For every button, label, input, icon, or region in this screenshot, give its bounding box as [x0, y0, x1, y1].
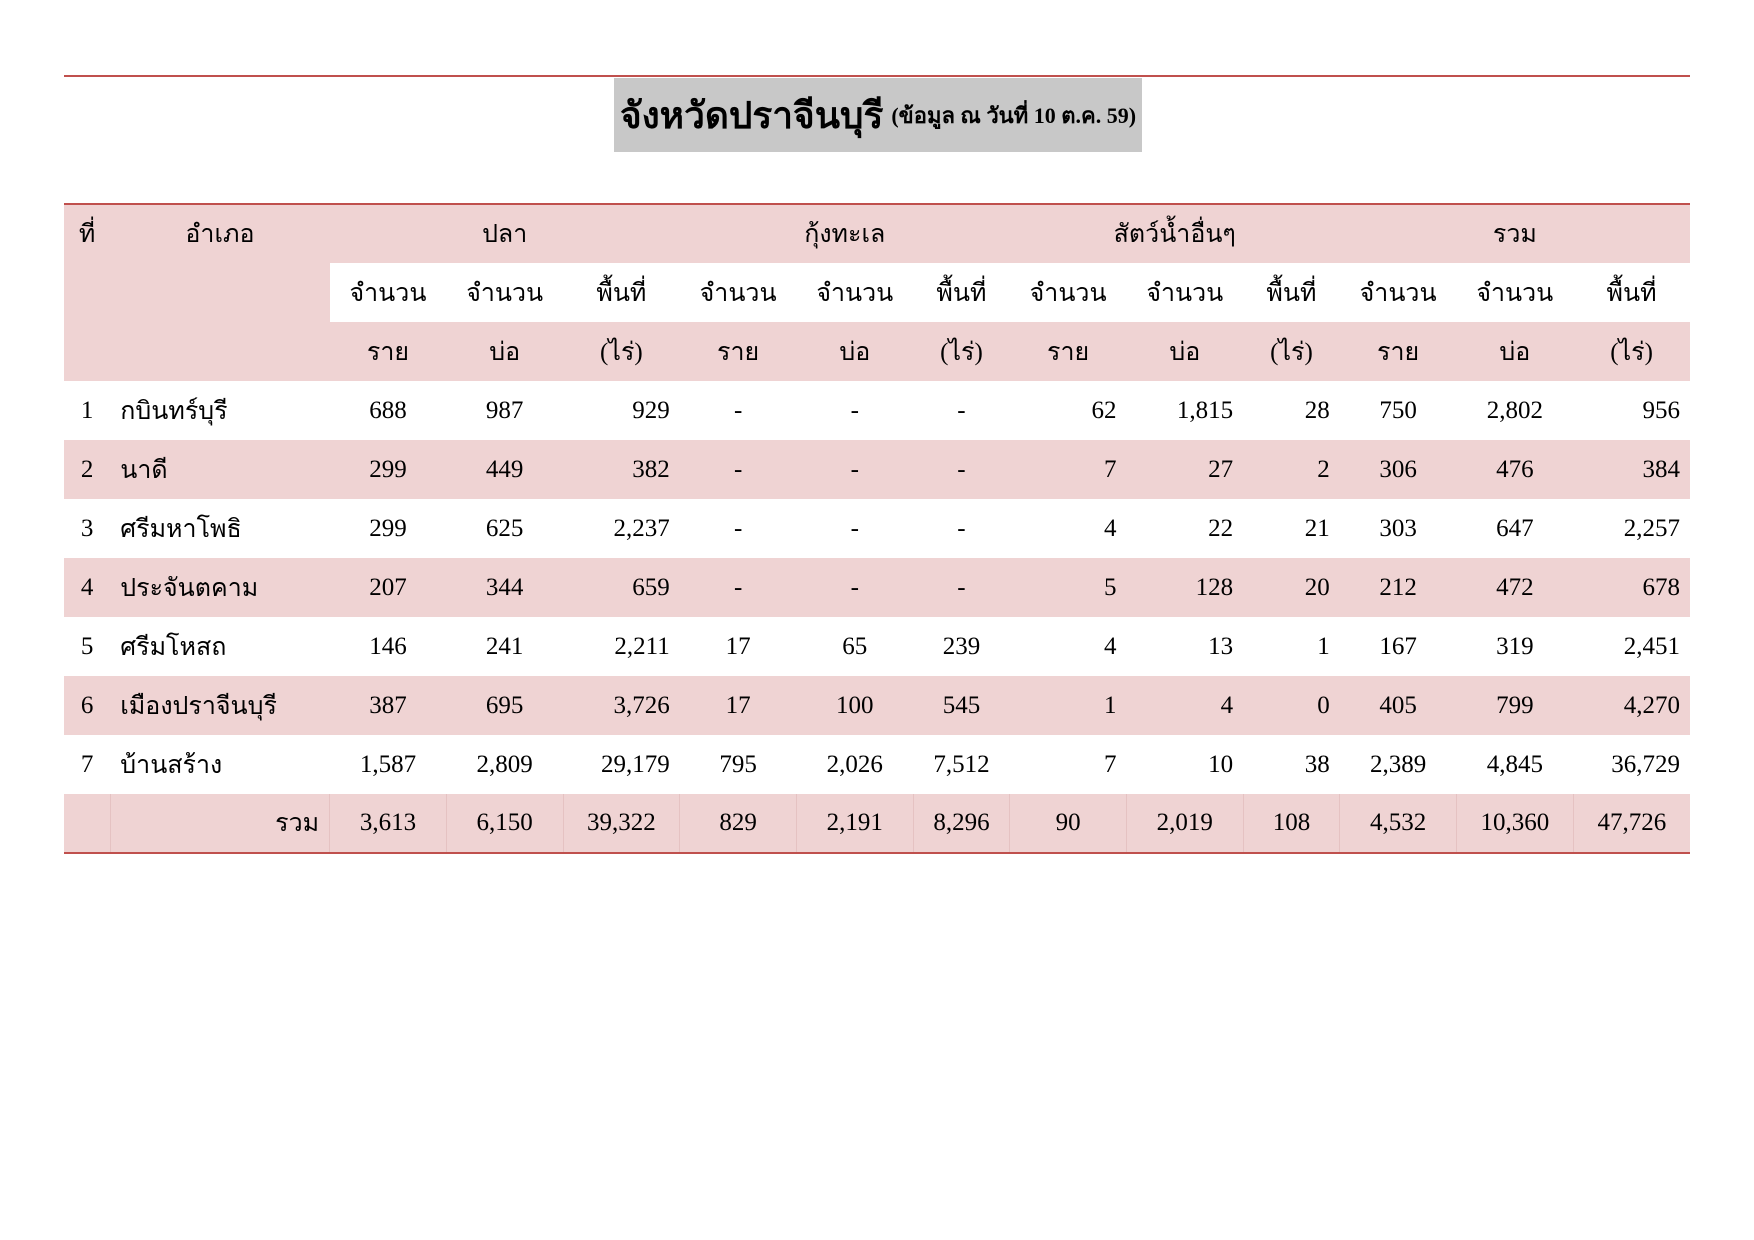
- shrimp-area: 7,512: [933, 750, 990, 778]
- row-no: 4: [64, 558, 110, 617]
- row-no: 6: [64, 676, 110, 735]
- total-ponds: 2,802: [1486, 396, 1543, 424]
- total-area: 2,451: [1623, 632, 1680, 660]
- title-date-note: (ข้อมูล ณ วันที่ 10 ต.ค. 59): [891, 102, 1137, 128]
- total-area: 384: [1573, 440, 1690, 499]
- other-farmers: 5: [1010, 558, 1127, 617]
- total-ponds: 476: [1456, 440, 1573, 499]
- header-blank: [110, 263, 329, 322]
- total-all-ponds: 10,360: [1456, 794, 1573, 853]
- header-group-other: สัตว์น้ำอื่นๆ: [1010, 204, 1340, 263]
- row-district: กบินทร์บุรี: [120, 397, 228, 425]
- shrimp-ponds: 2,026: [826, 750, 883, 778]
- total-all-farmers: 4,532: [1340, 794, 1457, 853]
- fish-area: 929: [632, 396, 670, 424]
- aquaculture-table: [64, 203, 1690, 854]
- header-unit-farmers: ราย: [1340, 322, 1457, 381]
- total-row: [64, 794, 1690, 853]
- header-group-total: รวม: [1340, 204, 1690, 263]
- total-farmers: 750: [1379, 396, 1417, 424]
- table-row: [64, 735, 1690, 794]
- total-shrimp-ponds: 2,191: [796, 794, 913, 853]
- page-title: [614, 78, 1142, 152]
- fish-farmers: 299: [330, 440, 447, 499]
- total-farmers: 405: [1340, 676, 1457, 735]
- shrimp-ponds: -: [850, 396, 859, 424]
- shrimp-farmers: 17: [725, 632, 751, 660]
- fish-area: 3,726: [563, 676, 680, 735]
- fish-ponds: 625: [485, 514, 524, 542]
- shrimp-farmers: -: [733, 514, 743, 542]
- fish-ponds: 695: [446, 676, 563, 735]
- row-district: ศรีมหาโพธิ: [120, 515, 242, 543]
- fish-farmers: 299: [369, 514, 407, 542]
- header-unit-rai: (ไร่): [563, 322, 680, 381]
- header-blank: [110, 322, 329, 381]
- header-unit-farmers: ราย: [680, 322, 797, 381]
- total-shrimp-farmers: 829: [680, 794, 797, 853]
- shrimp-farmers: -: [733, 396, 743, 424]
- other-area: 21: [1304, 514, 1330, 542]
- title-province: จังหวัดปราจีนบุรี: [619, 95, 884, 137]
- total-farmers: 167: [1379, 632, 1417, 660]
- header-group-shrimp: กุ้งทะเล: [680, 204, 1010, 263]
- other-farmers: 62: [1091, 396, 1117, 424]
- row-no: 3: [80, 514, 94, 542]
- header-unit-farmers: ราย: [1010, 322, 1127, 381]
- header-group-fish: ปลา: [330, 204, 680, 263]
- fish-farmers: 688: [369, 396, 407, 424]
- total-fish-ponds: 6,150: [446, 794, 563, 853]
- total-fish-farmers: 3,613: [330, 794, 447, 853]
- shrimp-area: -: [913, 440, 1010, 499]
- header-sub-area: พื้นที่: [1573, 263, 1690, 322]
- other-ponds: 128: [1126, 558, 1243, 617]
- header-row-sub-top: [64, 263, 1690, 322]
- total-all-area: 47,726: [1573, 794, 1690, 853]
- row-no: 1: [80, 396, 94, 424]
- total-ponds: 647: [1496, 514, 1534, 542]
- row-district: นาดี: [110, 440, 329, 499]
- header-sub-area: พื้นที่: [913, 263, 1010, 322]
- table-row: [64, 558, 1690, 617]
- other-farmers: 7: [1010, 440, 1127, 499]
- total-ponds: 472: [1456, 558, 1573, 617]
- fish-ponds: 2,809: [476, 750, 533, 778]
- header-unit-farmers: ราย: [330, 322, 447, 381]
- fish-area: 29,179: [601, 750, 670, 778]
- total-area: 678: [1573, 558, 1690, 617]
- other-area: 28: [1304, 396, 1330, 424]
- fish-area: 2,237: [613, 514, 670, 542]
- header-row-groups: [64, 204, 1690, 263]
- header-sub-count: จำนวน: [330, 263, 447, 322]
- other-area: 1: [1317, 632, 1330, 660]
- fish-ponds: 344: [446, 558, 563, 617]
- total-area: 4,270: [1573, 676, 1690, 735]
- shrimp-farmers: 17: [680, 676, 797, 735]
- total-other-ponds: 2,019: [1126, 794, 1243, 853]
- shrimp-area: -: [913, 558, 1010, 617]
- total-farmers: 212: [1340, 558, 1457, 617]
- row-district: เมืองปราจีนบุรี: [110, 676, 329, 735]
- fish-farmers: 146: [369, 632, 407, 660]
- fish-area: 2,211: [614, 632, 670, 660]
- total-ponds: 799: [1456, 676, 1573, 735]
- total-other-area: 108: [1243, 794, 1340, 853]
- total-area: 956: [1642, 396, 1680, 424]
- header-unit-rai: (ไร่): [1243, 322, 1340, 381]
- row-no: 5: [80, 632, 94, 660]
- table-row: [64, 676, 1690, 735]
- total-fish-area: 39,322: [563, 794, 680, 853]
- table-row: [64, 381, 1690, 440]
- row-district: บ้านสร้าง: [120, 751, 223, 779]
- table-row: [64, 440, 1690, 499]
- header-sub-count: จำนวน: [1456, 263, 1573, 322]
- fish-farmers: 207: [330, 558, 447, 617]
- fish-ponds: 449: [446, 440, 563, 499]
- shrimp-area: 545: [913, 676, 1010, 735]
- row-no: 2: [64, 440, 110, 499]
- header-blank: [64, 263, 110, 322]
- row-district: ศรีมโหสถ: [120, 633, 227, 661]
- total-ponds: 4,845: [1486, 750, 1543, 778]
- total-area: 36,729: [1611, 750, 1680, 778]
- header-sub-count: จำนวน: [1340, 263, 1457, 322]
- shrimp-area: -: [957, 514, 966, 542]
- header-blank: [64, 322, 110, 381]
- header-sub-count: จำนวน: [1126, 263, 1243, 322]
- shrimp-farmers: -: [680, 440, 797, 499]
- shrimp-ponds: 65: [842, 632, 868, 660]
- header-no: ที่: [64, 204, 110, 263]
- other-area: 0: [1243, 676, 1340, 735]
- total-area: 2,257: [1623, 514, 1680, 542]
- other-ponds: 13: [1208, 632, 1234, 660]
- other-farmers: 4: [1103, 514, 1117, 542]
- header-unit-ponds: บ่อ: [796, 322, 913, 381]
- header-sub-area: พื้นที่: [563, 263, 680, 322]
- other-area: 20: [1243, 558, 1340, 617]
- header-sub-count: จำนวน: [680, 263, 797, 322]
- shrimp-farmers: -: [680, 558, 797, 617]
- total-blank: [64, 794, 110, 853]
- fish-ponds: 987: [485, 396, 524, 424]
- total-shrimp-area: 8,296: [913, 794, 1010, 853]
- table-row: [64, 617, 1690, 676]
- other-farmers: 4: [1103, 632, 1117, 660]
- other-area: 38: [1304, 750, 1330, 778]
- header-row-sub-bottom: [64, 322, 1690, 381]
- other-ponds: 10: [1208, 750, 1234, 778]
- total-farmers: 306: [1340, 440, 1457, 499]
- fish-ponds: 241: [485, 632, 524, 660]
- header-unit-ponds: บ่อ: [446, 322, 563, 381]
- total-ponds: 319: [1496, 632, 1534, 660]
- total-other-farmers: 90: [1010, 794, 1127, 853]
- top-rule: [64, 75, 1690, 77]
- shrimp-ponds: 100: [796, 676, 913, 735]
- total-farmers: 2,389: [1369, 750, 1427, 778]
- table-row: [64, 499, 1690, 558]
- other-ponds: 27: [1126, 440, 1243, 499]
- fish-farmers: 387: [330, 676, 447, 735]
- row-district: ประจันตคาม: [110, 558, 329, 617]
- header-sub-area: พื้นที่: [1243, 263, 1340, 322]
- other-area: 2: [1243, 440, 1340, 499]
- header-sub-count: จำนวน: [446, 263, 563, 322]
- total-label: รวม: [110, 794, 329, 853]
- shrimp-ponds: -: [850, 514, 859, 542]
- other-farmers: 1: [1010, 676, 1127, 735]
- total-farmers: 303: [1379, 514, 1417, 542]
- shrimp-area: 239: [942, 632, 981, 660]
- shrimp-ponds: -: [796, 558, 913, 617]
- header-sub-count: จำนวน: [1010, 263, 1127, 322]
- fish-area: 659: [563, 558, 680, 617]
- header-sub-count: จำนวน: [796, 263, 913, 322]
- other-ponds: 4: [1126, 676, 1243, 735]
- shrimp-ponds: -: [796, 440, 913, 499]
- header-unit-ponds: บ่อ: [1126, 322, 1243, 381]
- fish-farmers: 1,587: [359, 750, 417, 778]
- shrimp-area: -: [957, 396, 966, 424]
- other-ponds: 22: [1208, 514, 1234, 542]
- header-unit-ponds: บ่อ: [1456, 322, 1573, 381]
- other-ponds: 1,815: [1176, 396, 1234, 424]
- row-no: 7: [80, 750, 94, 778]
- shrimp-farmers: 795: [719, 750, 757, 778]
- header-unit-rai: (ไร่): [1573, 322, 1690, 381]
- header-district: อำเภอ: [110, 204, 329, 263]
- fish-area: 382: [563, 440, 680, 499]
- other-farmers: 7: [1103, 750, 1117, 778]
- header-unit-rai: (ไร่): [913, 322, 1010, 381]
